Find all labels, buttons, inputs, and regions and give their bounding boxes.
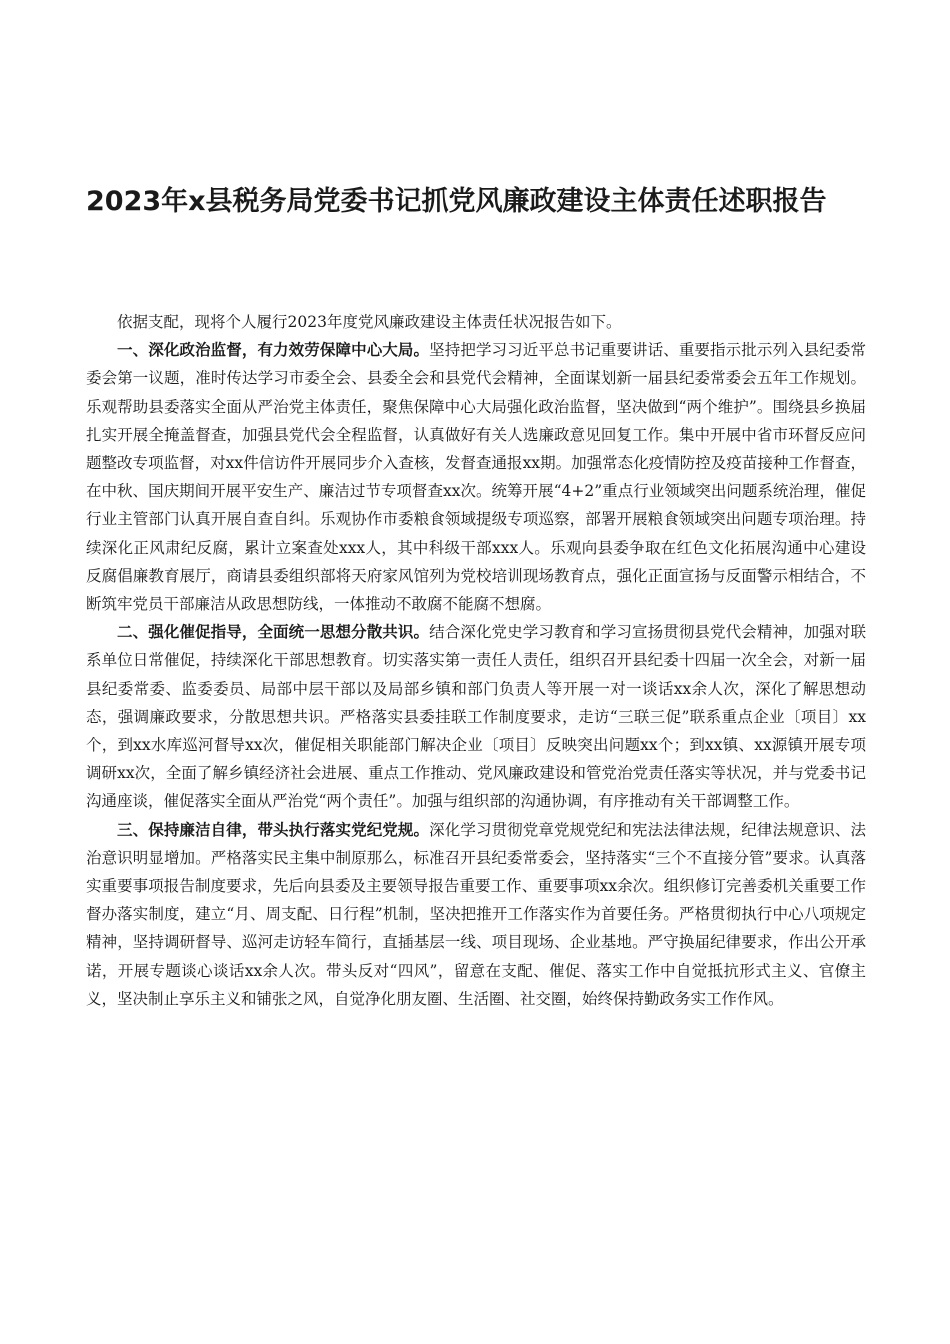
section-heading-3: 三、保持廉洁自律，带头执行落实党纪党规。 [117,819,430,839]
section-paragraph-2 [86,618,866,815]
section-heading-2: 二、强化催促指导，全面统一思想分散共识。 [117,622,430,642]
section-paragraph-1 [86,336,866,618]
document-title: 2023年x县税务局党委书记抓党风廉政建设主体责任述职报告 [86,186,827,217]
section-text-3: 深化学习贯彻党章党规党纪和宪法法律法规，纪律法规意识、法治意识明显增加。严格落实民主集中制原那么，标准召开县纪委常委会，坚持落实“三个不直接分管”要求。认真落实重要事项报告制度要求，先后向县委及主要领导报告重要工作、重要事项xx余次。组织修订完善委机关重要工作督办落实制度，建立“月、周支配、日行程”机制，坚决把推开工作落实作为首要任务。严格贯彻执行中心八项规定精神，坚持调研督导、巡河走访轻车简行，直插基层一线、项目现场、企业基地。严守换届纪律要求，作出公开承诺，开展专题谈心谈话xx余人次。带头反对“四风”，留意在支配、催促、落实工作中自觉抵抗形式主义、官僚主义，坚决制止享乐主义和铺张之风，自觉净化朋友圈、生活圈、社交圈，始终保持勤政务实工作作风。 [86,820,866,1008]
document-body [86,308,866,1013]
section-text-2: 结合深化党史学习教育和学习宣扬贯彻县党代会精神，加强对联系单位日常催促，持续深化干部思想教育。切实落实第一责任人责任，组织召开县纪委十四届一次全会，对新一届县纪委常委、监委委员、局部中层干部以及局部乡镇和部门负责人等开展一对一谈话xx余人次，深化了解思想动态，强调廉政要求，分散思想共识。严格落实县委挂联工作制度要求，走访“三联三促”联系重点企业〔项目〕xx个，到xx水库巡河督导xx次，催促相关职能部门解决企业〔项目〕反映突出问题xx个；到xx镇、xx源镇开展专项调研xx次，全面了解乡镇经济社会进展、重点工作推动、党风廉政建设和管党治党责任落实等状况，并与党委书记沟通座谈，催促落实全面从严治党“两个责任”。加强与组织部的沟通协调，有序推动有关干部调整工作。 [86,623,866,811]
section-paragraph-3 [86,816,866,1013]
section-text-1: 坚持把学习习近平总书记重要讲话、重要指示批示列入县纪委常委会第一议题，准时传达学习市委全会、县委全会和县党代会精神，全面谋划新一届县纪委常委会五年工作规划。乐观帮助县委落实全面从严治党主体责任，聚焦保障中心大局强化政治监督，坚决做到“两个维护”。围绕县乡换届扎实开展全掩盖督查，加强县党代会全程监督，认真做好有关人选廉政意见回复工作。集中开展中省市环督反应问题整改专项监督，对xx件信访件开展同步介入查核，发督查通报xx期。加强常态化疫情防控及疫苗接种工作督查，在中秋、国庆期间开展平安生产、廉洁过节专项督查xx次。统筹开展“4+2”重点行业领域突出问题系统治理，催促行业主管部门认真开展自查自纠。乐观协作市委粮食领域提级专项巡察，部署开展粮食领域突出问题专项治理。持续深化正风肃纪反腐，累计立案查处xxx人，其中科级干部xxx人。乐观向县委争取在红色文化拓展沟通中心建设反腐倡廉教育展厅，商请县委组织部将天府家风馆列为党校培训现场教育点，强化正面宣扬与反面警示相结合，不断筑牢党员干部廉洁从政思想防线，一体推动不敢腐不能腐不想腐。 [86,341,866,614]
intro-paragraph: 依据支配，现将个人履行2023年度党风廉政建设主体责任状况报告如下。 [117,313,622,331]
section-heading-1: 一、深化政治监督，有力效劳保障中心大局。 [117,340,430,360]
